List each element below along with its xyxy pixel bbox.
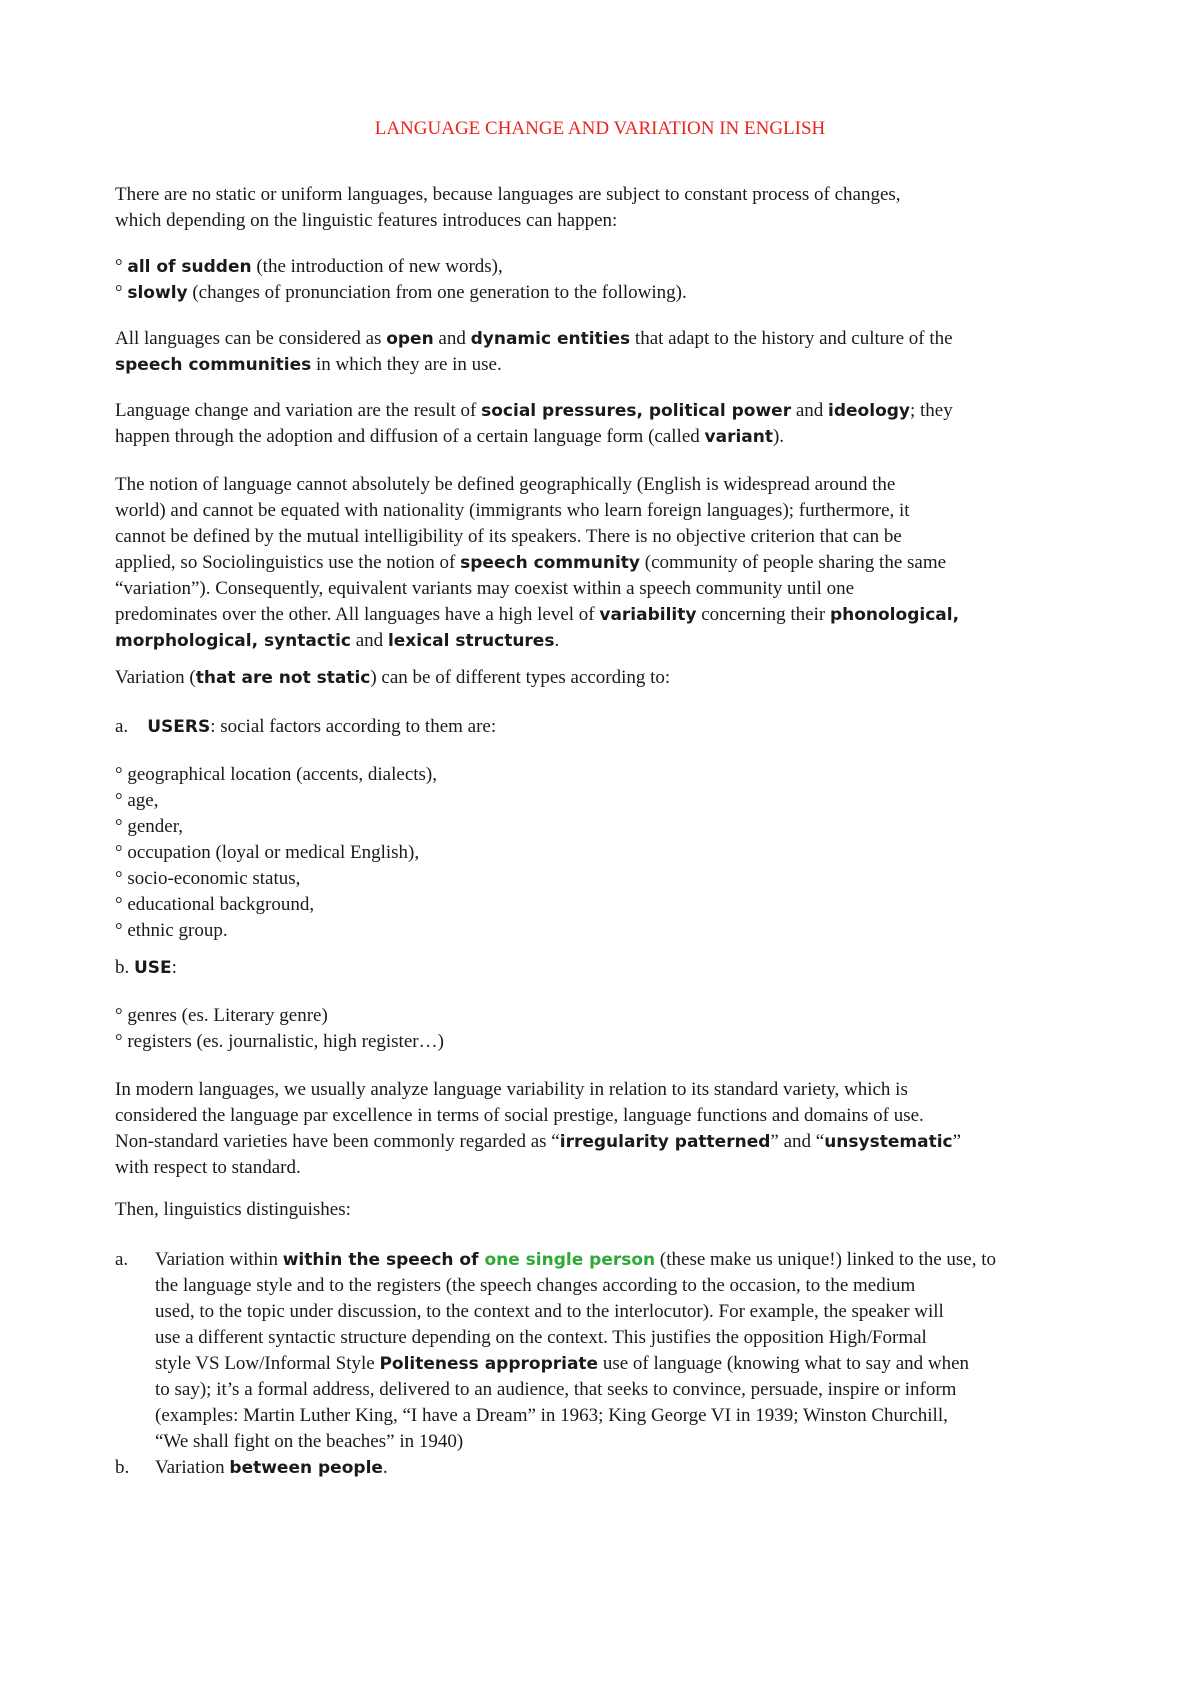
distinction-a-text xyxy=(155,1247,1090,1455)
text: . xyxy=(382,1457,388,1478)
text: Non-standard varieties have been commonly regarded as “ xyxy=(115,1131,560,1152)
paragraph-line xyxy=(115,602,1090,628)
highlighted-term: one single person xyxy=(484,1250,656,1270)
paragraph-line: The notion of language cannot absolutely be defined geographically (English is widespread around the xyxy=(115,474,896,495)
list-item: ° geographical location (accents, dialects), xyxy=(115,764,438,785)
distinguishes-paragraph xyxy=(115,1197,1090,1223)
distinction-a xyxy=(115,1247,1090,1457)
list-label: a. xyxy=(115,716,129,737)
change-speed-list xyxy=(115,254,1090,306)
text: . xyxy=(554,630,560,651)
item-text: (changes of pronunciation from one generation to the following). xyxy=(187,282,687,303)
paragraph-line xyxy=(115,1129,1090,1155)
bullet-mark: ° xyxy=(115,282,123,303)
text: happen through the adoption and diffusion of a certain language form (called xyxy=(115,426,705,447)
bullet-mark: ° xyxy=(115,256,123,277)
bold-term: all of sudden xyxy=(127,257,252,277)
text: in which they are in use. xyxy=(311,354,502,375)
bold-term: irregularity patterned xyxy=(559,1132,771,1152)
text: (these make us unique!) linked to the use, to xyxy=(655,1249,997,1270)
bold-term: social pressures, political power xyxy=(481,401,792,421)
list-label: b. xyxy=(115,957,130,978)
paragraph-line: to say); it’s a formal address, delivered to an audience, that seeks to convince, persuade, inspire or inform xyxy=(155,1379,957,1400)
paragraph-line: considered the language par excellence in terms of social prestige, language functions and domains of use. xyxy=(115,1105,924,1126)
paragraph-line xyxy=(115,665,1090,691)
list-item: ° genres (es. Literary genre) xyxy=(115,1005,328,1026)
list-label: a. xyxy=(115,1249,129,1270)
list-item: ° registers (es. journalistic, high register…) xyxy=(115,1031,444,1052)
paragraph-line: In modern languages, we usually analyze language variability in relation to its standard variety, which is xyxy=(115,1079,908,1100)
distinction-b-text xyxy=(155,1455,1090,1481)
bold-term: unsystematic xyxy=(824,1132,953,1152)
bold-term: phonological, xyxy=(829,605,960,625)
text: ) can be of different types according to: xyxy=(370,667,671,688)
paragraph-line xyxy=(155,1455,1090,1481)
bold-term: USE xyxy=(134,958,172,978)
paragraph-line xyxy=(115,398,1090,424)
text: Variation ( xyxy=(115,667,196,688)
text: concerning their xyxy=(696,604,830,625)
intro-line-2: which depending on the linguistic features introduces can happen: xyxy=(115,210,618,231)
text: that adapt to the history and culture of the xyxy=(630,328,953,349)
section-heading xyxy=(115,955,1090,981)
text: and xyxy=(351,630,388,651)
bold-term: morphological, syntactic xyxy=(115,631,351,651)
text: style VS Low/Informal Style xyxy=(155,1353,380,1374)
paragraph-line xyxy=(155,1351,1090,1377)
list-label: b. xyxy=(115,1457,130,1478)
paragraph-line: (examples: Martin Luther King, “I have a Dream” in 1963; King George VI in 1939; Winston Churchill, xyxy=(155,1405,948,1426)
paragraph-line: world) and cannot be equated with nationality (immigrants who learn foreign languages); furthermore, it xyxy=(115,500,910,521)
bold-term: open xyxy=(386,329,434,349)
paragraph-line: “We shall fight on the beaches” in 1940) xyxy=(155,1431,464,1452)
page-title: LANGUAGE CHANGE AND VARIATION IN ENGLISH xyxy=(374,118,826,139)
paragraph-line xyxy=(155,1247,1090,1273)
bold-term: USERS xyxy=(147,717,211,737)
paragraph-line: use a different syntactic structure depending on the context. This justifies the opposition High/Formal xyxy=(155,1327,927,1348)
paragraph-line: Then, linguistics distinguishes: xyxy=(115,1199,351,1220)
paragraph-line xyxy=(115,352,1090,378)
text: ” and “ xyxy=(770,1131,825,1152)
bold-term: that are not static xyxy=(195,668,371,688)
list-item: ° occupation (loyal or medical English), xyxy=(115,842,420,863)
text: : xyxy=(171,957,177,978)
bold-term: lexical structures xyxy=(387,631,555,651)
bold-term: slowly xyxy=(127,283,188,303)
text: predominates over the other. All languages have a high level of xyxy=(115,604,600,625)
users-heading xyxy=(115,714,1090,740)
open-dynamic-paragraph xyxy=(115,326,1090,378)
text: ” xyxy=(952,1131,962,1152)
standard-variety-paragraph xyxy=(115,1077,1090,1181)
paragraph-line xyxy=(115,326,1090,352)
list-item xyxy=(115,280,1090,306)
paragraph-line: cannot be defined by the mutual intelligibility of its speakers. There is no objective criterion that can be xyxy=(115,526,902,547)
bold-term: speech community xyxy=(460,553,641,573)
bold-term: Politeness appropriate xyxy=(379,1354,599,1374)
paragraph-line xyxy=(115,550,1090,576)
distinction-b xyxy=(115,1455,1090,1481)
bold-term: ideology xyxy=(828,401,910,421)
list-item: ° socio-economic status, xyxy=(115,868,301,889)
section-heading xyxy=(115,714,1090,740)
text: and xyxy=(791,400,829,421)
users-factor-list xyxy=(115,762,1090,944)
paragraph-line: used, to the topic under discussion, to the context and to the interlocutor). For example, the speaker will xyxy=(155,1301,944,1322)
text: Language change and variation are the result of xyxy=(115,400,482,421)
text: applied, so Sociolinguistics use the notion of xyxy=(115,552,461,573)
bold-term: dynamic entities xyxy=(470,329,631,349)
paragraph-line: the language style and to the registers (the speech changes according to the occasion, to the medium xyxy=(155,1275,916,1296)
bold-term: variant xyxy=(704,427,773,447)
bold-term: within the speech of xyxy=(282,1250,485,1270)
list-item: ° ethnic group. xyxy=(115,920,228,941)
notion-of-language-paragraph xyxy=(115,472,1090,654)
text: Variation xyxy=(155,1457,230,1478)
paragraph-line xyxy=(115,628,1090,654)
text: Variation within xyxy=(155,1249,283,1270)
social-pressures-paragraph xyxy=(115,398,1090,450)
intro-paragraph xyxy=(115,182,1090,234)
list-item: ° age, xyxy=(115,790,159,811)
use-list xyxy=(115,1003,1090,1055)
paragraph-line: with respect to standard. xyxy=(115,1157,301,1178)
use-heading xyxy=(115,955,1090,981)
list-item: ° educational background, xyxy=(115,894,315,915)
list-item xyxy=(115,254,1090,280)
variation-types-paragraph xyxy=(115,665,1090,691)
text: ). xyxy=(772,426,785,447)
text: use of language (knowing what to say and when xyxy=(598,1353,970,1374)
intro-line-1: There are no static or uniform languages, because languages are subject to constant process of changes, xyxy=(115,184,901,205)
text: All languages can be considered as xyxy=(115,328,387,349)
text: ; they xyxy=(910,400,953,421)
item-text: (the introduction of new words), xyxy=(251,256,503,277)
bold-term: variability xyxy=(599,605,697,625)
paragraph-line: “variation”). Consequently, equivalent variants may coexist within a speech community until one xyxy=(115,578,855,599)
list-item: ° gender, xyxy=(115,816,184,837)
bold-term: between people xyxy=(229,1458,383,1478)
text: and xyxy=(433,328,471,349)
text: : social factors according to them are: xyxy=(210,716,497,737)
text: (community of people sharing the same xyxy=(640,552,947,573)
bold-term: speech communities xyxy=(115,355,312,375)
paragraph-line xyxy=(115,424,1090,450)
